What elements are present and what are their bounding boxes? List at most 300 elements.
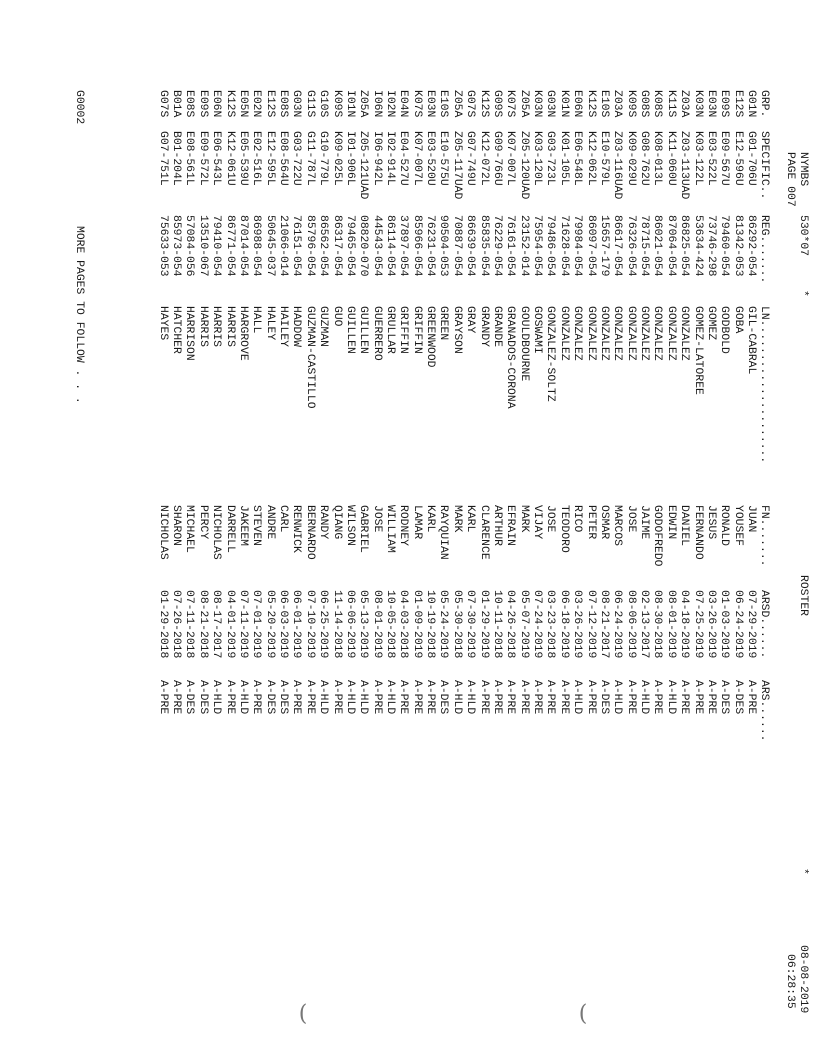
cell-fn: MARK bbox=[517, 505, 530, 533]
cell-specific: Z03-116UAD bbox=[611, 131, 624, 200]
cell-ln: GOBA bbox=[731, 306, 744, 334]
cell-fn: PETER bbox=[584, 505, 597, 540]
cell-ln: GUZMAN bbox=[317, 306, 330, 348]
cell-reg: 79465-054 bbox=[343, 215, 356, 277]
cell-grp: K01N bbox=[557, 90, 570, 118]
cell-ars: A-PRE bbox=[557, 680, 570, 715]
cell-fn: NICHOLAS bbox=[156, 505, 169, 560]
cell-specific: Z05-117UAD bbox=[450, 131, 463, 200]
cell-ars: A-DES bbox=[183, 680, 196, 715]
cell-fn: JOSE bbox=[370, 505, 383, 533]
cell-grp: K03N bbox=[531, 90, 544, 118]
table-row bbox=[329, 0, 342, 1056]
cell-fn: DANIEL bbox=[678, 505, 691, 547]
cell-reg: 50645-037 bbox=[263, 215, 276, 277]
table-row bbox=[248, 0, 261, 1056]
cell-specific: K12-062L bbox=[584, 131, 597, 186]
cell-grp: I06N bbox=[370, 90, 383, 118]
cell-specific: E04-527U bbox=[397, 131, 410, 186]
cell-reg: 81342-053 bbox=[731, 215, 744, 277]
cell-ln: GUO bbox=[330, 306, 343, 327]
cell-fn: EDWIN bbox=[664, 505, 677, 540]
cell-grp: E08S bbox=[277, 90, 290, 118]
cell-arsd: 06-01-2019 bbox=[290, 590, 303, 659]
cell-arsd: 07-11-2018 bbox=[183, 590, 196, 659]
cell-fn: ANDRE bbox=[263, 505, 276, 540]
cell-arsd: 05-30-2018 bbox=[450, 590, 463, 659]
cell-specific: E12-596U bbox=[731, 131, 744, 186]
cell-ln: GONZALEZ bbox=[651, 306, 664, 361]
table-row bbox=[462, 0, 475, 1056]
cell-fn: RAYQUIAN bbox=[437, 505, 450, 560]
cell-fn: MICHAEL bbox=[183, 505, 196, 553]
cell-arsd: 01-29-2019 bbox=[477, 590, 490, 659]
cell-reg: 86771-054 bbox=[223, 215, 236, 277]
margin-mark: ( bbox=[578, 1001, 588, 1027]
table-row bbox=[449, 0, 462, 1056]
cell-fn: NICHOLAS bbox=[210, 505, 223, 560]
cell-reg: 85835-054 bbox=[477, 215, 490, 277]
table-row bbox=[649, 0, 662, 1056]
cell-fn: CARL bbox=[277, 505, 290, 533]
cell-fn: CLARENCE bbox=[477, 505, 490, 560]
cell-arsd: 03-26-2019 bbox=[571, 590, 584, 659]
cell-reg: 21066-014 bbox=[277, 215, 290, 277]
cell-arsd: 07-12-2019 bbox=[584, 590, 597, 659]
cell-ars: A-HLD bbox=[236, 680, 249, 715]
cell-grp: G01N bbox=[745, 90, 757, 118]
cell-ln: GOMEZ-LATOREE bbox=[691, 306, 704, 395]
cell-grp: K03N bbox=[691, 90, 704, 118]
cell-ln: HARRIS bbox=[196, 306, 209, 348]
cell-ln: GONZALEZ bbox=[638, 306, 651, 361]
cell-arsd: 05-24-2019 bbox=[437, 590, 450, 659]
cell-ars: A-PRE bbox=[370, 680, 383, 715]
cell-reg: 78715-054 bbox=[638, 215, 651, 277]
cell-arsd: 03-23-2018 bbox=[544, 590, 557, 659]
table-row bbox=[315, 0, 328, 1056]
cell-grp: G10S bbox=[317, 90, 330, 118]
cell-arsd: 01-03-2019 bbox=[718, 590, 731, 659]
cell-ars: A-PRE bbox=[651, 680, 664, 715]
more-pages-note: MORE PAGES TO FOLLOW . . . bbox=[73, 226, 85, 404]
cell-ars: A-PRE bbox=[745, 680, 757, 715]
star-left: * bbox=[797, 290, 809, 297]
cell-ars: A-PRE bbox=[477, 680, 490, 715]
cell-fn: SHARON bbox=[170, 505, 183, 547]
cell-ars: A-PRE bbox=[624, 680, 637, 715]
table-row bbox=[556, 0, 569, 1056]
cell-arsd: 07-10-2019 bbox=[303, 590, 316, 659]
cell-ln: GUZMAN-CASTILLO bbox=[303, 306, 316, 409]
cell-arsd: 08-21-2018 bbox=[196, 590, 209, 659]
table-row bbox=[569, 0, 582, 1056]
cell-grp: K12S bbox=[223, 90, 236, 118]
cell-specific: B01-204L bbox=[170, 131, 183, 186]
cell-ln: GRANDE bbox=[490, 306, 503, 348]
cell-arsd: 06-06-2019 bbox=[343, 590, 356, 659]
cell-fn: MARK bbox=[450, 505, 463, 533]
cell-ars: A-DES bbox=[597, 680, 610, 715]
cell-fn: RANDY bbox=[317, 505, 330, 540]
cell-arsd: 01-09-2019 bbox=[410, 590, 423, 659]
cell-ln: GREENWOOD bbox=[424, 306, 437, 368]
cell-fn: BERNARDO bbox=[303, 505, 316, 560]
cell-ars: A-HLD bbox=[384, 680, 397, 715]
table-row bbox=[516, 0, 529, 1056]
cell-ars: A-PRE bbox=[290, 680, 303, 715]
cell-reg: 44543-054 bbox=[370, 215, 383, 277]
cell-ars: A-HLD bbox=[343, 680, 356, 715]
cell-ars: A-PRE bbox=[397, 680, 410, 715]
cell-reg: 86292-054 bbox=[745, 215, 757, 277]
table-row bbox=[275, 0, 288, 1056]
table-row bbox=[623, 0, 636, 1056]
cell-specific: E08-561L bbox=[183, 131, 196, 186]
cell-ars: A-PRE bbox=[704, 680, 717, 715]
col-specific: SPECIFIC.. bbox=[758, 131, 770, 200]
cell-ln: GONZALEZ bbox=[611, 306, 624, 361]
page-number: PAGE 007 bbox=[784, 152, 796, 207]
table-row bbox=[703, 0, 716, 1056]
cell-arsd: 08-30-2018 bbox=[651, 590, 664, 659]
cell-ln: GRANADOS-CORONA bbox=[504, 306, 517, 409]
cell-grp: I02N bbox=[384, 90, 397, 118]
cell-ars: A-PRE bbox=[223, 680, 236, 715]
cell-ars: A-PRE bbox=[250, 680, 263, 715]
table-row bbox=[369, 0, 382, 1056]
cell-specific: G03-722U bbox=[290, 131, 303, 186]
cell-ln: GONZALEZ bbox=[624, 306, 637, 361]
cell-fn: EFRAIN bbox=[504, 505, 517, 547]
cell-grp: G08S bbox=[638, 90, 651, 118]
cell-specific: I06-942L bbox=[370, 131, 383, 186]
col-arsd: ARSD...... bbox=[758, 590, 770, 659]
cell-grp: Z03A bbox=[611, 90, 624, 118]
cell-reg: 75633-053 bbox=[156, 215, 169, 277]
cell-fn: MARCOS bbox=[611, 505, 624, 547]
cell-ars: A-DES bbox=[437, 680, 450, 715]
cell-fn: GABRIEL bbox=[357, 505, 370, 553]
col-reg: REG....... bbox=[758, 215, 770, 284]
cell-ars: A-PRE bbox=[156, 680, 169, 715]
cell-reg: 76161-054 bbox=[504, 215, 517, 277]
cell-specific: E09-567U bbox=[718, 131, 731, 186]
table-row bbox=[690, 0, 703, 1056]
cell-reg: 85973-054 bbox=[170, 215, 183, 277]
cell-fn: OSMAR bbox=[597, 505, 610, 540]
cell-reg: 08820-070 bbox=[357, 215, 370, 277]
cell-arsd: 08-01-2019 bbox=[370, 590, 383, 659]
cell-specific: E03-522L bbox=[704, 131, 717, 186]
cell-grp: E03N bbox=[704, 90, 717, 118]
cell-reg: 79486-054 bbox=[544, 215, 557, 277]
cell-ln: HARRIS bbox=[210, 306, 223, 348]
cell-grp: I01N bbox=[343, 90, 356, 118]
cell-specific: Z05-120UAD bbox=[517, 131, 530, 200]
cell-specific: E06-548L bbox=[571, 131, 584, 186]
cell-grp: E10S bbox=[437, 90, 450, 118]
cell-grp: E08S bbox=[183, 90, 196, 118]
cell-fn: VIJAY bbox=[531, 505, 544, 540]
cell-fn: QIANG bbox=[330, 505, 343, 540]
table-row bbox=[542, 0, 555, 1056]
table-row bbox=[422, 0, 435, 1056]
cell-specific: Z03-113UAD bbox=[678, 131, 691, 200]
cell-reg: 15657-179 bbox=[597, 215, 610, 277]
cell-ln: HALL bbox=[250, 306, 263, 334]
cell-ars: A-HLD bbox=[357, 680, 370, 715]
cell-ars: A-HLD bbox=[450, 680, 463, 715]
cell-fn: PERCY bbox=[196, 505, 209, 540]
cell-grp: E06N bbox=[571, 90, 584, 118]
table-row bbox=[476, 0, 489, 1056]
cell-grp: Z05A bbox=[450, 90, 463, 118]
cell-specific: E09-572L bbox=[196, 131, 209, 186]
table-row bbox=[502, 0, 515, 1056]
cell-specific: K11-060U bbox=[664, 131, 677, 186]
cell-specific: K08-013L bbox=[651, 131, 664, 186]
cell-arsd: 07-11-2019 bbox=[236, 590, 249, 659]
table-row bbox=[489, 0, 502, 1056]
cell-reg: 79410-054 bbox=[210, 215, 223, 277]
table-row bbox=[342, 0, 355, 1056]
cell-reg: 76229-054 bbox=[490, 215, 503, 277]
cell-specific: E12-595L bbox=[263, 131, 276, 186]
cell-grp: E12S bbox=[263, 90, 276, 118]
cell-grp: K07S bbox=[410, 90, 423, 118]
cell-specific: K07-007L bbox=[410, 131, 423, 186]
cell-ln: GUERRERO bbox=[370, 306, 383, 361]
cell-specific: G08-762U bbox=[638, 131, 651, 186]
cell-arsd: 05-20-2019 bbox=[263, 590, 276, 659]
cell-specific: K03-122L bbox=[691, 131, 704, 186]
table-row bbox=[222, 0, 235, 1056]
cell-arsd: 05-07-2019 bbox=[517, 590, 530, 659]
cell-ln: GONZALEZ bbox=[557, 306, 570, 361]
cell-ln: HARGROVE bbox=[236, 306, 249, 361]
cell-fn: KARL bbox=[464, 505, 477, 533]
cell-specific: G01-706U bbox=[745, 131, 757, 186]
cell-ln: GONZALEZ bbox=[678, 306, 691, 361]
cell-fn: STEVEN bbox=[250, 505, 263, 547]
cell-ln: GUILLEN bbox=[343, 306, 356, 354]
cell-reg: 86825-054 bbox=[678, 215, 691, 277]
cell-grp: E09S bbox=[196, 90, 209, 118]
cell-ln: GIL-CABRAL bbox=[745, 306, 757, 375]
cell-ln: HARRIS bbox=[223, 306, 236, 348]
cell-ars: A-PRE bbox=[544, 680, 557, 715]
table-row bbox=[609, 0, 622, 1056]
cell-reg: 57084-056 bbox=[183, 215, 196, 277]
cell-grp: K11S bbox=[664, 90, 677, 118]
cell-fn: JESUS bbox=[704, 505, 717, 540]
cell-reg: 86988-054 bbox=[250, 215, 263, 277]
cell-specific: K07-007L bbox=[504, 131, 517, 186]
cell-reg: 90504-053 bbox=[437, 215, 450, 277]
cell-grp: E05N bbox=[236, 90, 249, 118]
cell-arsd: 08-06-2019 bbox=[624, 590, 637, 659]
cell-reg: 86317-054 bbox=[330, 215, 343, 277]
cell-specific: K03-120L bbox=[531, 131, 544, 186]
cell-grp: Z05A bbox=[357, 90, 370, 118]
cell-specific: G07-749U bbox=[464, 131, 477, 186]
cell-fn: JOSE bbox=[624, 505, 637, 533]
table-row bbox=[583, 0, 596, 1056]
cell-arsd: 08-01-2019 bbox=[664, 590, 677, 659]
cell-ars: A-HLD bbox=[317, 680, 330, 715]
cell-ars: A-PRE bbox=[678, 680, 691, 715]
table-row bbox=[529, 0, 542, 1056]
cell-specific: E06-543L bbox=[210, 131, 223, 186]
cell-ln: HARRISON bbox=[183, 306, 196, 361]
table-row bbox=[663, 0, 676, 1056]
cell-fn: DARRELL bbox=[223, 505, 236, 553]
cell-arsd: 06-18-2019 bbox=[557, 590, 570, 659]
cell-fn: JOSE bbox=[544, 505, 557, 533]
cell-reg: 85966-054 bbox=[410, 215, 423, 277]
cell-arsd: 07-29-2019 bbox=[745, 590, 757, 659]
cell-reg: 86562-054 bbox=[317, 215, 330, 277]
cell-ars: A-DES bbox=[196, 680, 209, 715]
cell-ln: GONZALEZ bbox=[664, 306, 677, 361]
report-time: 06:28:35 bbox=[784, 954, 796, 1009]
table-row bbox=[716, 0, 729, 1056]
column-header-row bbox=[756, 0, 769, 1056]
report-date: 08-08-2019 bbox=[797, 945, 809, 1014]
table-row bbox=[288, 0, 301, 1056]
cell-fn: WILSON bbox=[343, 505, 356, 547]
cell-arsd: 07-30-2019 bbox=[464, 590, 477, 659]
cell-grp: E12S bbox=[731, 90, 744, 118]
cell-ln: HAILEY bbox=[277, 306, 290, 348]
cell-specific: E03-520U bbox=[424, 131, 437, 186]
cell-ln: GOMEZ bbox=[704, 306, 717, 341]
cell-arsd: 04-03-2018 bbox=[397, 590, 410, 659]
cell-specific: E02-516L bbox=[250, 131, 263, 186]
cell-ars: A-PRE bbox=[531, 680, 544, 715]
cell-ars: A-PRE bbox=[410, 680, 423, 715]
cell-specific: G10-779L bbox=[317, 131, 330, 186]
cell-arsd: 07-24-2019 bbox=[531, 590, 544, 659]
cell-reg: 87014-054 bbox=[236, 215, 249, 277]
cell-arsd: 08-17-2017 bbox=[210, 590, 223, 659]
cell-reg: 86021-054 bbox=[651, 215, 664, 277]
cell-grp: G07S bbox=[464, 90, 477, 118]
cell-ars: A-HLD bbox=[664, 680, 677, 715]
cell-grp: E03N bbox=[424, 90, 437, 118]
table-row bbox=[262, 0, 275, 1056]
cell-ars: A-PRE bbox=[303, 680, 316, 715]
cell-arsd: 01-29-2018 bbox=[156, 590, 169, 659]
table-row bbox=[155, 0, 168, 1056]
cell-ars: A-HLD bbox=[571, 680, 584, 715]
cell-specific: K09-029U bbox=[624, 131, 637, 186]
cell-arsd: 04-01-2019 bbox=[223, 590, 236, 659]
cell-reg: 86639-054 bbox=[464, 215, 477, 277]
cell-reg: 53634-424 bbox=[691, 215, 704, 277]
cell-ln: GRIFFIN bbox=[397, 306, 410, 354]
cell-specific: E05-539U bbox=[236, 131, 249, 186]
cell-grp: G07S bbox=[156, 90, 169, 118]
cell-arsd: 05-13-2019 bbox=[357, 590, 370, 659]
cell-ars: A-PRE bbox=[691, 680, 704, 715]
cell-reg: 86617-054 bbox=[611, 215, 624, 277]
cell-ln: GODBOLD bbox=[718, 306, 731, 354]
cell-reg: 70887-054 bbox=[450, 215, 463, 277]
cell-fn: GODOFREDO bbox=[651, 505, 664, 567]
cell-arsd: 02-13-2017 bbox=[638, 590, 651, 659]
cell-ln: GONZALEZ bbox=[597, 306, 610, 361]
cell-fn: KARL bbox=[424, 505, 437, 533]
cell-specific: I01-906L bbox=[343, 131, 356, 186]
cell-ln: GRAY bbox=[464, 306, 477, 334]
table-row bbox=[382, 0, 395, 1056]
cell-reg: 76231-054 bbox=[424, 215, 437, 277]
cell-ln: GUILLEN bbox=[357, 306, 370, 354]
cell-arsd: 10-05-2018 bbox=[384, 590, 397, 659]
table-row bbox=[636, 0, 649, 1056]
cell-specific: E08-564U bbox=[277, 131, 290, 186]
cell-arsd: 04-18-2019 bbox=[678, 590, 691, 659]
cell-ln: HALEY bbox=[263, 306, 276, 341]
cell-specific: G03-723L bbox=[544, 131, 557, 186]
cell-reg: 79984-054 bbox=[571, 215, 584, 277]
cell-fn: RENWICK bbox=[290, 505, 303, 553]
cell-reg: 75954-054 bbox=[531, 215, 544, 277]
cell-fn: RODNEY bbox=[397, 505, 410, 547]
cell-arsd: 11-14-2018 bbox=[330, 590, 343, 659]
cell-grp: E04N bbox=[397, 90, 410, 118]
cell-fn: FERNANDO bbox=[691, 505, 704, 560]
cell-arsd: 10-19-2018 bbox=[424, 590, 437, 659]
cell-reg: 86114-054 bbox=[384, 215, 397, 277]
star-right: * bbox=[797, 868, 809, 875]
cell-grp: E02N bbox=[250, 90, 263, 118]
cell-reg: 85796-054 bbox=[303, 215, 316, 277]
table-row bbox=[208, 0, 221, 1056]
cell-ln: HADDOW bbox=[290, 306, 303, 348]
cell-specific: G09-766U bbox=[490, 131, 503, 186]
cell-reg: 73746-298 bbox=[704, 215, 717, 277]
cell-ln: GOSWAMI bbox=[531, 306, 544, 354]
cell-fn: TEODORO bbox=[557, 505, 570, 553]
cell-grp: G03N bbox=[290, 90, 303, 118]
cell-ln: HATCHER bbox=[170, 306, 183, 354]
cell-fn: JUAN bbox=[745, 505, 757, 533]
cell-specific: I02-914L bbox=[384, 131, 397, 186]
cell-arsd: 08-21-2017 bbox=[597, 590, 610, 659]
cell-reg: 79460-054 bbox=[718, 215, 731, 277]
table-row bbox=[355, 0, 368, 1056]
cell-reg: 71628-054 bbox=[557, 215, 570, 277]
cell-grp: G09S bbox=[490, 90, 503, 118]
cell-grp: Z03A bbox=[678, 90, 691, 118]
cell-grp: K09S bbox=[624, 90, 637, 118]
cell-ars: A-HLD bbox=[638, 680, 651, 715]
cell-ars: A-PRE bbox=[584, 680, 597, 715]
cell-reg: 23152-014 bbox=[517, 215, 530, 277]
cell-ars: A-HLD bbox=[464, 680, 477, 715]
cell-ln: GONZALEZ bbox=[571, 306, 584, 361]
cell-arsd: 06-25-2019 bbox=[317, 590, 330, 659]
report-code: 530*07 bbox=[797, 215, 809, 257]
cell-ln: GREEN bbox=[437, 306, 450, 341]
cell-arsd: 06-24-2019 bbox=[611, 590, 624, 659]
cell-ln: GRULLAR bbox=[384, 306, 397, 354]
cell-specific: E10-575U bbox=[437, 131, 450, 186]
cell-grp: G03N bbox=[544, 90, 557, 118]
